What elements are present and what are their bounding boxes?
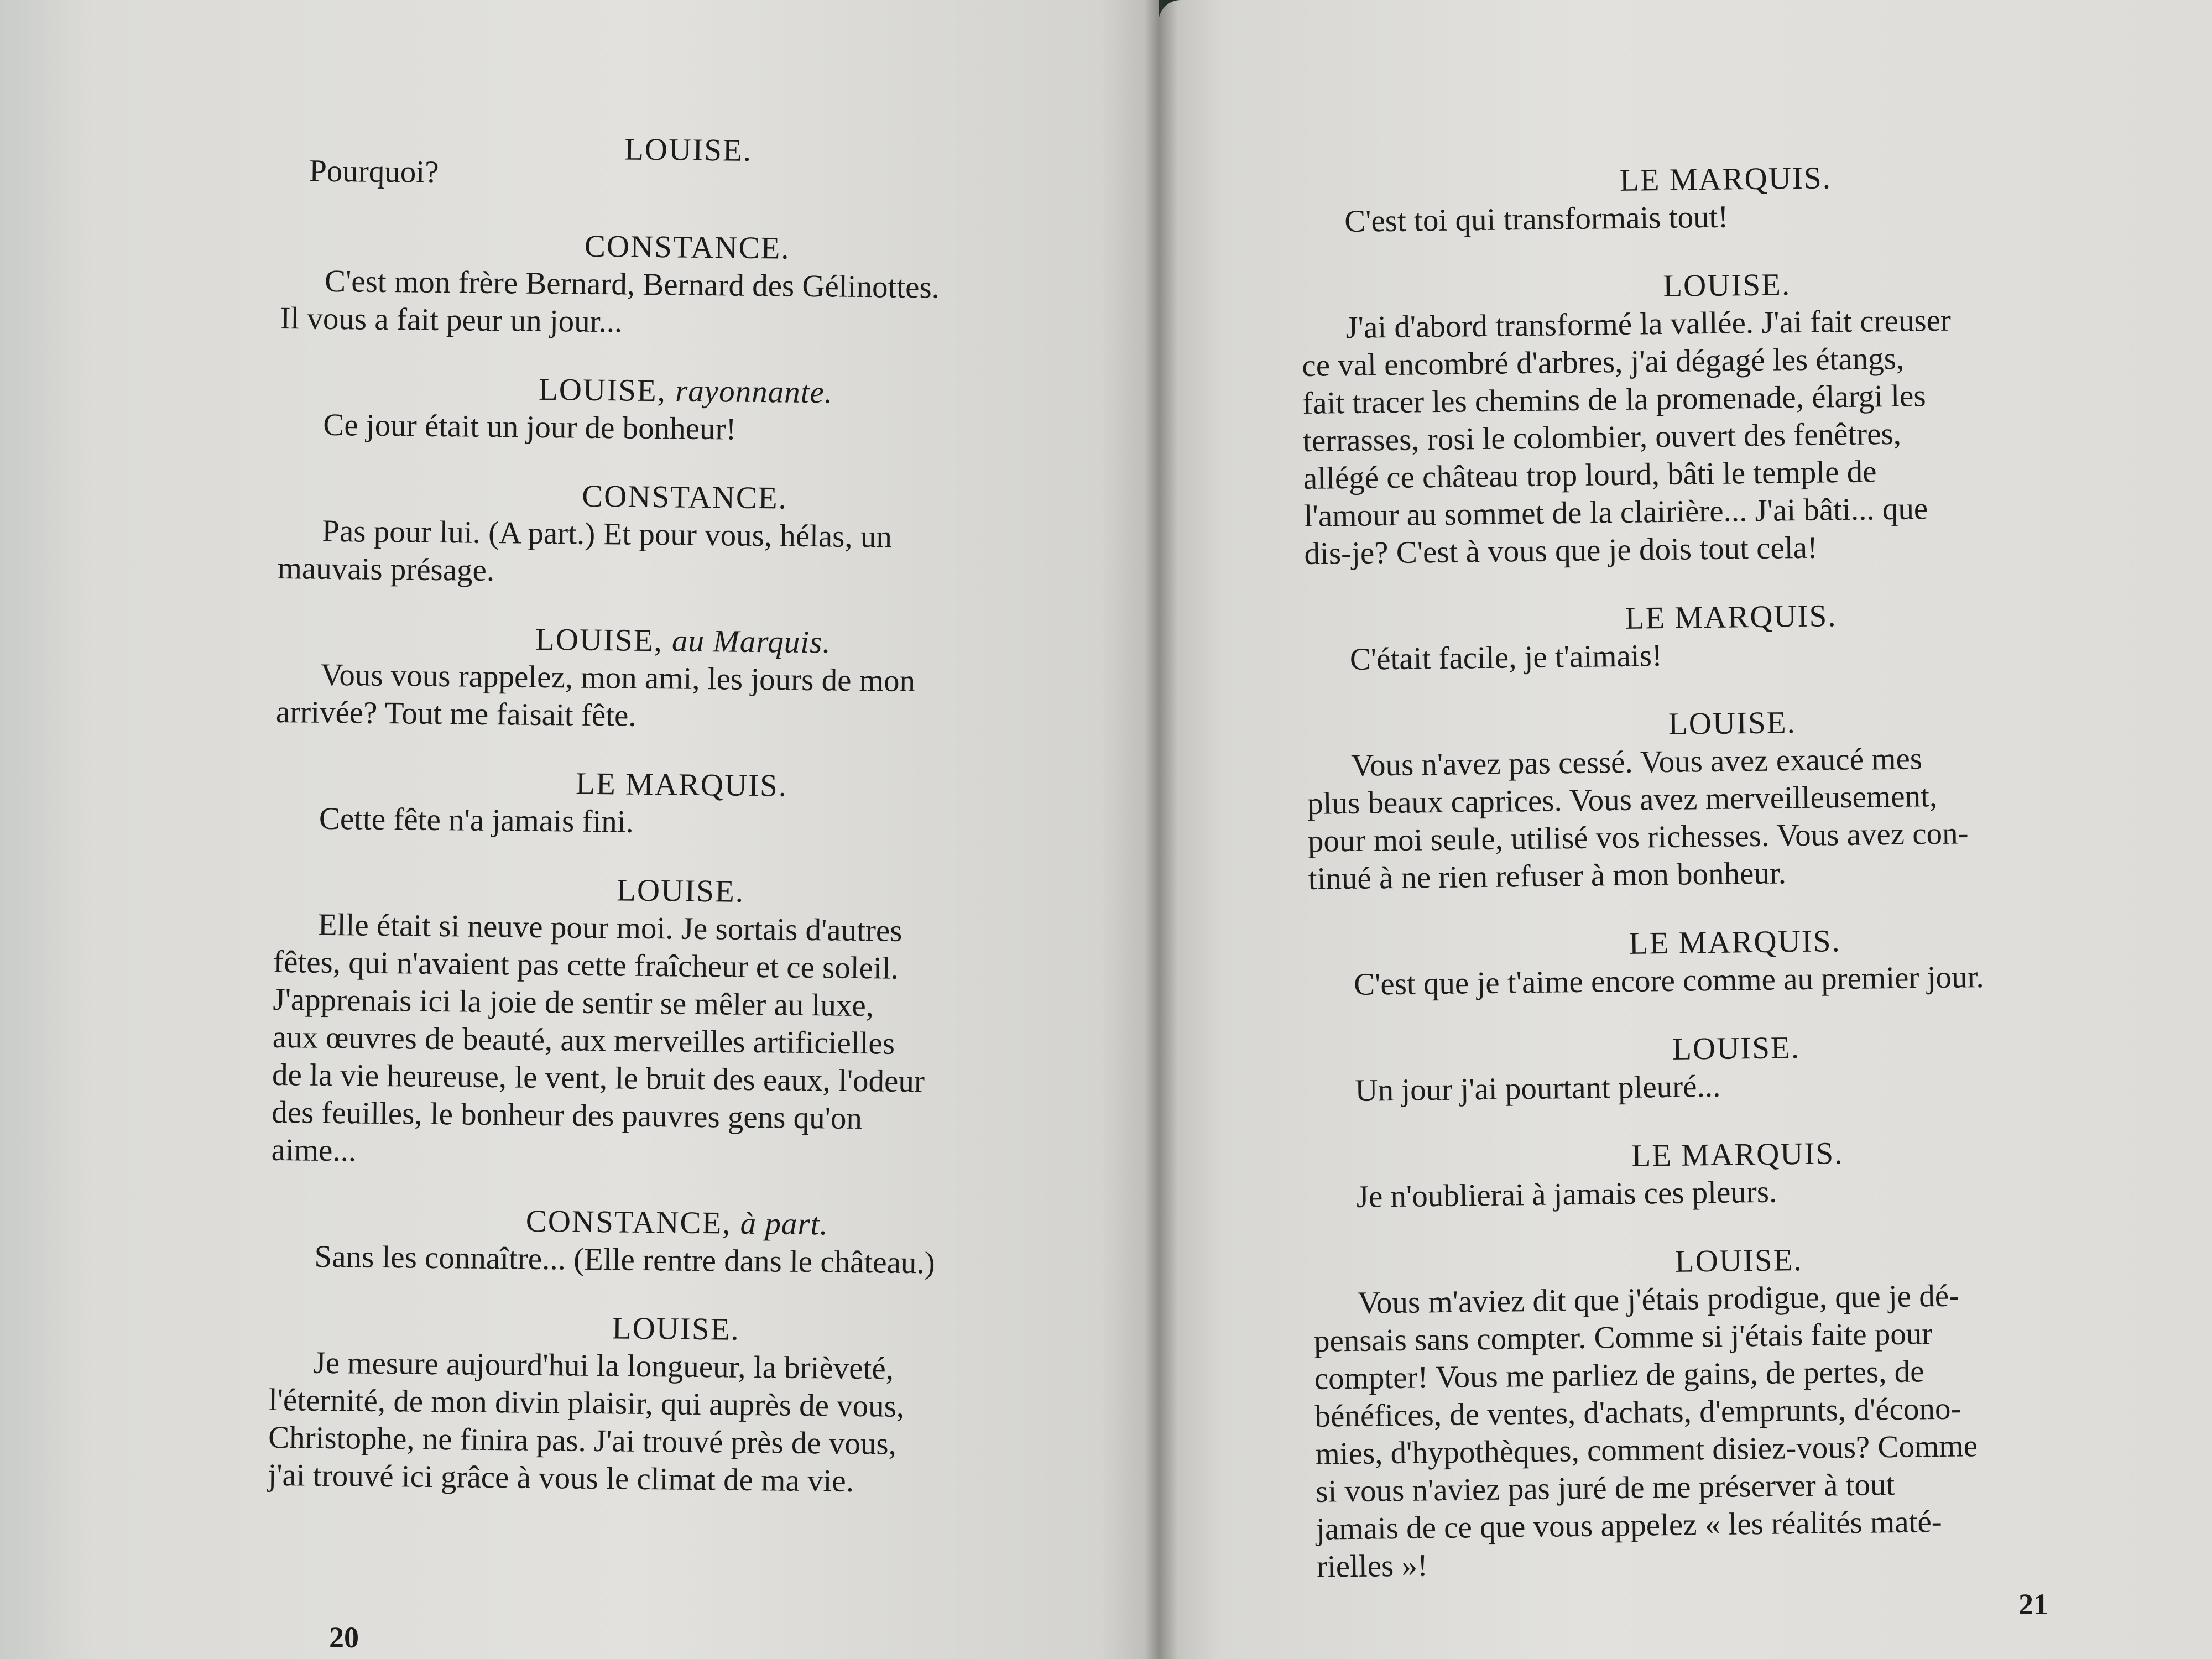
dialogue-block xyxy=(1309,919,2162,1004)
dialogue-line: aux œuvres de beauté, aux merveilles artificielles xyxy=(272,1019,895,1061)
speaker-name: CONSTANCE, xyxy=(525,1203,732,1241)
dialogue-line: J'apprenais ici la joie de sentir se mêler au luxe, xyxy=(273,982,874,1024)
speaker-name: LE MARQUIS. xyxy=(1619,160,1832,198)
dialogue-line: C'est que je t'aime encore comme au premier jour. xyxy=(1353,959,1984,1002)
dialogue-line: fêtes, qui n'avaient pas cette fraîcheur et ce soleil. xyxy=(273,944,899,986)
dialogue-block xyxy=(1300,155,2152,241)
dialogue-line: allégé ce château trop lourd, bâti le temple de xyxy=(1303,454,1877,496)
dialogue-block xyxy=(1305,593,2158,679)
dialogue-line: aime... xyxy=(271,1132,357,1168)
right-page-text xyxy=(1300,155,2168,1586)
speaker-name: LOUISE. xyxy=(616,873,745,909)
dialogue-line: terrasses, rosi le colombier, ouvert des fenêtres, xyxy=(1302,416,1902,458)
dialogue-line: Il vous a fait peur un jour... xyxy=(280,300,623,340)
dialogue-line: Vous n'avez pas cessé. Vous avez exaucé mes xyxy=(1350,741,1923,783)
dialogue-line: C'est mon frère Bernard, Bernard des Gélinottes. xyxy=(324,263,940,305)
dialogue-block xyxy=(279,368,1092,452)
dialogue-line: Elle était si neuve pour moi. Je sortais d'autres xyxy=(317,907,902,948)
speaker-name: LOUISE. xyxy=(612,1311,740,1347)
dialogue-line: de la vie heureuse, le vent, le bruit des eaux, l'odeur xyxy=(272,1057,925,1099)
dialogue-line: l'amour au sommet de la clairière... J'ai bâti... que xyxy=(1303,491,1928,534)
page-number-right: 21 xyxy=(2018,1588,2048,1621)
speaker-name: LOUISE. xyxy=(1672,1030,1801,1067)
dialogue-line: Pourquoi? xyxy=(309,153,439,190)
dialogue-line: ce val encombré d'arbres, j'ai dégagé les étangs, xyxy=(1302,341,1905,383)
speaker-name: LOUISE. xyxy=(1674,1243,1803,1279)
dialogue-block xyxy=(268,1306,1082,1503)
dialogue-block xyxy=(1312,1131,2164,1217)
speaker-name: LE MARQUIS. xyxy=(575,766,788,804)
dialogue-block xyxy=(271,868,1087,1177)
dialogue-line: C'était facile, je t'aimais! xyxy=(1349,638,1663,677)
dialogue-line: Je mesure aujourd'hui la longueur, la brièveté, xyxy=(313,1345,894,1386)
opening-exchange xyxy=(281,127,1095,202)
dialogue-line: pour moi seule, utilisé vos richesses. Vous avez con- xyxy=(1307,816,1969,859)
speaker-name: LOUISE. xyxy=(1668,705,1797,742)
dialogue-line: fait tracer les chemins de la promenade, élargi les xyxy=(1302,378,1926,421)
speaker-name: LOUISE. xyxy=(1662,267,1791,304)
dialogue-line: dis-je? C'est à vous que je dois tout cela! xyxy=(1304,530,1818,571)
speaker-name: LOUISE. xyxy=(624,132,753,168)
dialogue-block xyxy=(276,618,1090,739)
dialogue-line: Vous m'aviez dit que j'étais prodigue, que je dé- xyxy=(1357,1278,1960,1321)
speaker-name: LE MARQUIS. xyxy=(1625,598,1837,636)
dialogue-block xyxy=(275,762,1088,846)
stage-direction: rayonnante. xyxy=(675,373,833,410)
dialogue-line: C'est toi qui transformais tout! xyxy=(1344,199,1729,239)
dialogue-line: J'ai d'abord transformé la vallée. J'ai fait creuser xyxy=(1345,302,1952,345)
dialogue-line: Pas pour lui. (A part.) Et pour vous, hélas, un xyxy=(322,513,893,555)
speaker-name: LOUISE, xyxy=(535,622,664,659)
stage-direction: à part. xyxy=(740,1206,829,1242)
speaker-name: LOUISE, xyxy=(538,372,667,409)
dialogue-block xyxy=(280,225,1094,346)
dialogue-block xyxy=(1306,700,2160,898)
dialogue-line: l'éternité, de mon divin plaisir, qui auprès de vous, xyxy=(268,1382,905,1424)
dialogue-line: Cette fête n'a jamais fini. xyxy=(319,801,634,839)
dialogue-line: Vous vous rappelez, mon ami, les jours de mon xyxy=(320,657,916,699)
dialogue-line: Je n'oublierai à jamais ces pleurs. xyxy=(1356,1174,1777,1214)
dialogue-block xyxy=(1301,262,2156,573)
dialogue-line: j'ai trouvé ici grâce à vous le climat de ma vie. xyxy=(268,1457,854,1499)
dialogue-line: Ce jour était un jour de bonheur! xyxy=(323,407,737,447)
left-dialogue-blocks xyxy=(268,194,1094,1503)
dialogue-line: tinué à ne rien refuser à mon bonheur. xyxy=(1308,855,1787,896)
right-dialogue-blocks xyxy=(1300,155,2168,1586)
speaker-name: CONSTANCE. xyxy=(584,228,790,266)
dialogue-line: bénéfices, de ventes, d'achats, d'emprunts, d'écono- xyxy=(1314,1391,1961,1434)
stage-direction: au Marquis. xyxy=(671,623,831,660)
page-number-left: 20 xyxy=(329,1621,359,1654)
speaker-name: LE MARQUIS. xyxy=(1631,1136,1844,1173)
speaker-name: LE MARQUIS. xyxy=(1629,924,1841,961)
dialogue-line: si vous n'aviez pas juré de me préserver à tout xyxy=(1315,1467,1895,1509)
dialogue-block xyxy=(277,474,1091,596)
dialogue-line: rielles »! xyxy=(1316,1548,1428,1584)
speaker-name: CONSTANCE. xyxy=(581,478,788,516)
dialogue-line: mauvais présage. xyxy=(277,550,495,588)
dialogue-line: des feuilles, le bonheur des pauvres gens qu'on xyxy=(272,1094,863,1136)
dialogue-block xyxy=(1313,1237,2168,1586)
dialogue-line: mies, d'hypothèques, comment disiez-vous? Comme xyxy=(1315,1428,1978,1472)
dialogue-line: Un jour j'ai pourtant pleuré... xyxy=(1355,1068,1721,1108)
dialogue-block xyxy=(270,1200,1083,1284)
book-gutter xyxy=(1145,0,1178,1659)
dialogue-line: Sans les connaître... (Elle rentre dans le château.) xyxy=(314,1239,935,1281)
dialogue-line: pensais sans compter. Comme si j'étais faite pour xyxy=(1313,1316,1933,1359)
dialogue-line: Christophe, ne finira pas. J'ai trouvé près de vous, xyxy=(268,1420,897,1462)
dialogue-line: jamais de ce que vous appelez « les réalités maté- xyxy=(1316,1504,1943,1547)
left-page-text xyxy=(268,127,1095,1503)
right-page xyxy=(1159,0,2212,1659)
dialogue-block xyxy=(1310,1025,2163,1110)
dialogue-line: plus beaux caprices. Vous avez merveilleusement, xyxy=(1307,778,1938,821)
dialogue-line: arrivée? Tout me faisait fête. xyxy=(275,694,637,733)
dialogue-line: compter! Vous me parliez de gains, de pertes, de xyxy=(1314,1354,1924,1396)
